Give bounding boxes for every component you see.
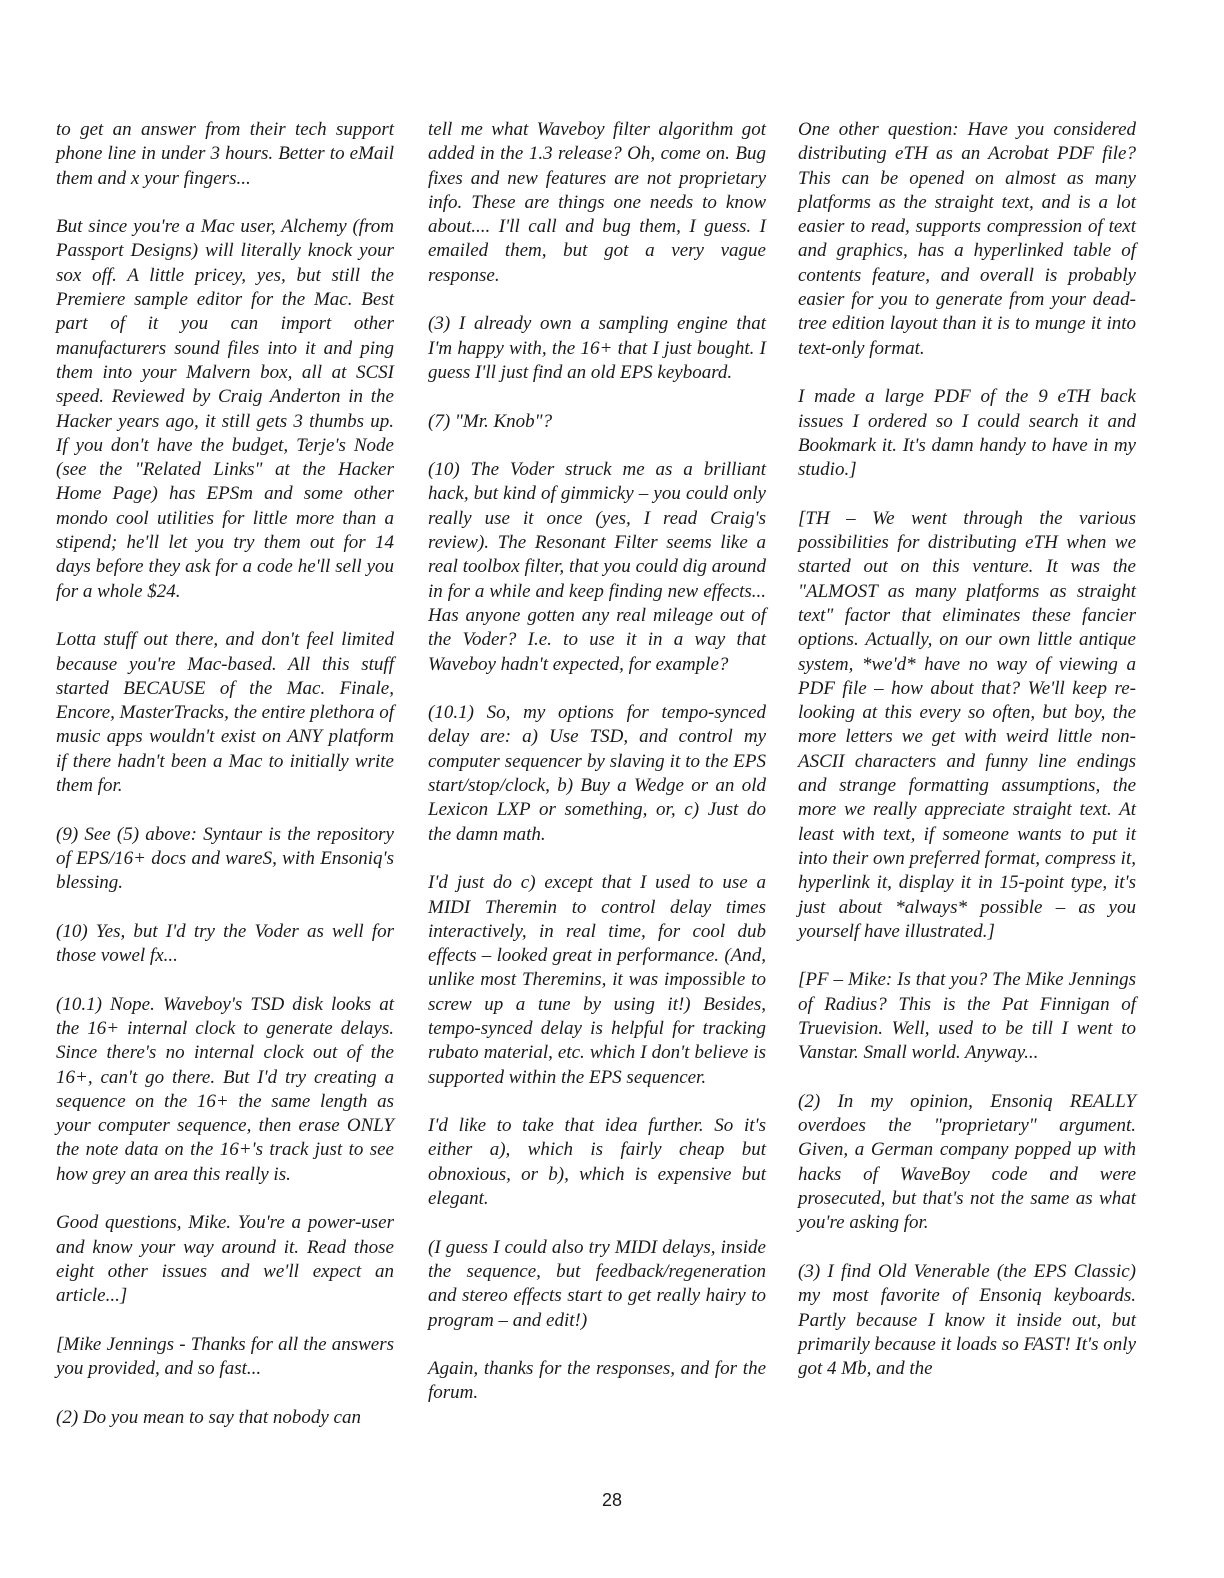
paragraph: to get an answer from their tech support phone line in under 3 hours. Better to eMail them and x your fingers...: [56, 119, 394, 189]
paragraph: Lotta stuff out there, and don't feel limited because you're Mac-based. All this stuff started BECAUSE of the Mac. Finale, Encore, MasterTracks, the entire plethora of music apps wouldn't exist on ANY platform if there hadn't been a Mac to initially write them for.: [56, 629, 394, 797]
paragraph: (10) Yes, but I'd try the Voder as well for those vowel fx...: [56, 920, 394, 967]
paragraph: (10) The Voder struck me as a brilliant hack, but kind of gimmicky – you could only really use it once (yes, I read Craig's review). The Resonant Filter seems like a real toolbox filter, that you could dig around in for a while and keep finding new effects... Has anyone gotten any real mileage out of the Voder? I.e. to use it in a way that Waveboy hadn't expected, for example?: [428, 459, 766, 675]
paragraph: (2) Do you mean to say that nobody can: [56, 1406, 361, 1428]
text-column-3: [798, 118, 1136, 1406]
paragraph: I'd like to take that idea further. So it's either a), which is fairly cheap but obnoxious, or b), which is expensive but elegant.: [428, 1115, 766, 1210]
paragraph: (10.1) So, my options for tempo-synced delay are: a) Use TSD, and control my computer sequencer by slaving it to the EPS start/stop/clock, b) Buy a Wedge or an old Lexicon LXP or something, or, c) Just do the damn math.: [428, 702, 766, 845]
paragraph: One other question: Have you considered distributing eTH as an Acrobat PDF file? This can be opened on almost as many platforms as the straight text, and is a lot easier to read, supports compression of text and graphics, has a hyperlinked table of contents feature, and overall is probably easier for you to generate from your dead-tree edition layout than it is to munge it into text-only format.: [798, 119, 1136, 359]
paragraph: But since you're a Mac user, Alchemy (from Passport Designs) will literally knock your sox off. A little pricey, yes, but still the Premiere sample editor for the Mac. Best part of it you can import other manufacturers sound files into it and ping them into your Malvern box, all at SCSI speed. Reviewed by Craig Anderton in the Hacker years ago, it still gets 3 thumbs up. If you don't have the budget, Terje's Node (see the "Related Links" at the Hacker Home Page) has EPSm and some other mondo cool utilities for little more than a stipend; he'll let you try them out for 14 days before they ask for a code he'll sell you for a whole $24.: [56, 216, 394, 602]
paragraph: I'd just do c) except that I used to use a MIDI Theremin to control delay times interactively, in real time, for cool dub effects – looked great in performance. (And, unlike most Theremins, it was impossible to screw up a tune by using it!) Besides, tempo-synced delay is helpful for tracking rubato material, etc. which I don't believe is supported within the EPS sequencer.: [428, 872, 766, 1088]
text-column-2: [428, 118, 766, 1430]
page-number: 28: [601, 1490, 623, 1510]
paragraph: [Mike Jennings - Thanks for all the answers you provided, and so fast...: [56, 1333, 394, 1380]
paragraph: tell me what Waveboy filter algorithm got added in the 1.3 release? Oh, come on. Bug fixes and new features are not proprietary info. These are things one needs to know about.... I'll call and bug them, I guess. I emailed them, but got a very vague response.: [428, 119, 766, 286]
paragraph: (3) I already own a sampling engine that I'm happy with, the 16+ that I just bought. I guess I'll just find an old EPS keyboard.: [428, 313, 766, 383]
paragraph: Again, thanks for the responses, and for the forum.: [428, 1358, 766, 1404]
paragraph: [PF – Mike: Is that you? The Mike Jennings of Radius? This is the Pat Finnigan of Truevision. Well, used to be till I went to Vanstar. Small world. Anyway...: [798, 969, 1136, 1064]
paragraph: Good questions, Mike. You're a power-user and know your way around it. Read those eight other issues and we'll expect an article...]: [56, 1212, 394, 1307]
paragraph: (7) "Mr. Knob"?: [428, 410, 553, 432]
paragraph: (9) See (5) above: Syntaur is the repository of EPS/16+ docs and wareS, with Ensoniq's blessing.: [56, 823, 394, 894]
paragraph: (I guess I could also try MIDI delays, inside the sequence, but feedback/regeneration and stereo effects start to get really hairy to program – and edit!): [428, 1236, 766, 1331]
paragraph: (3) I find Old Venerable (the EPS Classic) my most favorite of Ensoniq keyboards. Partly because I know it inside out, but primarily because it loads so FAST! It's only got 4 Mb, and the: [798, 1260, 1136, 1380]
paragraph: I made a large PDF of the 9 eTH back issues I ordered so I could search it and Bookmark it. It's damn handy to have in my studio.]: [798, 386, 1136, 481]
text-column-1: [56, 118, 394, 1454]
paragraph: (10.1) Nope. Waveboy's TSD disk looks at the 16+ internal clock to generate delays. Since there's no internal clock out of the 16+, can't go there. But I'd try creating a sequence on the 16+ the same length as your computer sequence, then erase ONLY the note data on the 16+'s track just to see how grey an area this really is.: [56, 993, 394, 1185]
paragraph: (2) In my opinion, Ensoniq REALLY overdoes the "proprietary" argument. Given, a German company popped up with hacks of WaveBoy code and were prosecuted, but that's not the same as what you're asking for.: [798, 1090, 1136, 1234]
paragraph: [TH – We went through the various possibilities for distributing eTH when we started out on this venture. It was the "ALMOST as many platforms as straight text" factor that eliminates these fancier options. Actually, on our own little antique system, *we'd* have no way of viewing a PDF file – how about that? We'll keep re-looking at this every so often, but boy, the more letters we get with weird little non-ASCII characters and funny line endings and strange formatting assumptions, the more we really appreciate straight text. At least with text, if someone wants to put it into their own preferred format, compress it, hyperlink it, display it in 15-point type, it's just about *always* possible – as you yourself have illustrated.]: [798, 507, 1136, 942]
